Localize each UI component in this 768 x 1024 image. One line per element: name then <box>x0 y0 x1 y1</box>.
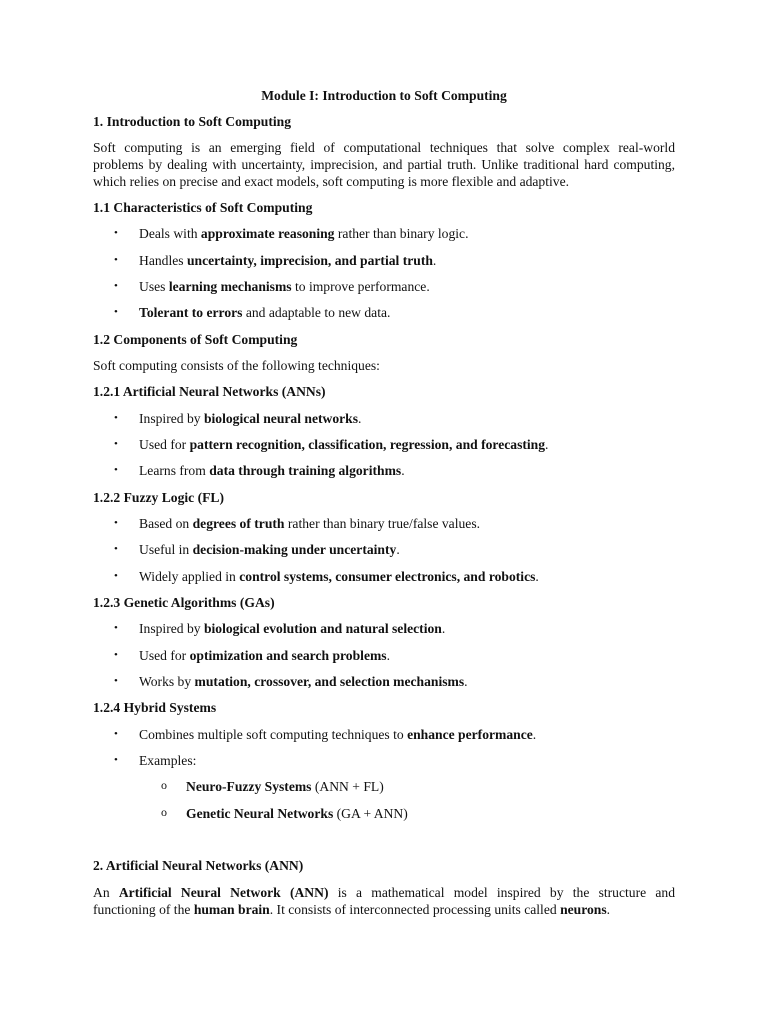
section-1-heading: 1. Introduction to Soft Computing <box>93 114 292 129</box>
section-1-2-heading: 1.2 Components of Soft Computing <box>93 332 298 347</box>
module-title: Module I: Introduction to Soft Computing <box>261 88 507 103</box>
section-1-paragraph-line-2: problems by dealing with uncertainty, imprecision, and partial truth. Unlike traditional hard computing, <box>93 157 675 172</box>
bullet-marker: • <box>114 570 118 582</box>
section-1-2-3-heading: 1.2.3 Genetic Algorithms (GAs) <box>93 595 275 610</box>
bullet-marker: • <box>114 306 118 318</box>
section-1-2-intro: Soft computing consists of the following techniques: <box>93 358 380 373</box>
bullet-marker: • <box>114 517 118 529</box>
bullet-marker: • <box>114 543 118 555</box>
section-1-1-heading: 1.1 Characteristics of Soft Computing <box>93 200 313 215</box>
section-1-2-1-heading: 1.2.1 Artificial Neural Networks (ANNs) <box>93 384 326 399</box>
sub-bullet-marker: o <box>161 778 167 792</box>
section-2-paragraph-line-2: functioning of the human brain. It consists of interconnected processing units called neurons. <box>93 902 611 917</box>
document-page: Module I: Introduction to Soft Computing 1. Introduction to Soft Computing Soft computing is an emerging field of computational techniques that solve complex real-world problems by dealing with uncertainty, imprecision, and partial truth. Unlike traditional hard computing, which relies on precise and exact models, soft computing is more flexible and adaptive. 1.1 Characteristics of Soft Computing • Deals with approximate reasoning rather than binary logic. • Handles uncertainty, imprecision, and partial truth. • Uses learning mechanisms to improve performance. • Tolerant to errors and adaptable to new data. 1.2 Components of Soft Computing Soft computing consists of the following techniques: 1.2.1 Artificial Neural Networks (ANNs) • Inspired by biological neural networks. • Used for pattern recognition, classification, regression, and forecasting. • Learns from data through training algorithms. 1.2.2 Fuzzy Logic (FL) • Based on degrees of truth rather than binary true/false values. • Useful in decision-making under uncertainty. • Widely applied in control systems, consumer electronics, and robotics. 1.2.3 Genetic Algorithms (GAs) • Inspired by biological evolution and natural selection. • Used for optimization and search problems. • Works by mutation, crossover, and selection mechanisms. 1.2.4 Hybrid Systems • Combines multiple soft computing techniques to enhance performance. • Examples: o Neuro-Fuzzy Systems (ANN + FL) o Genetic Neural Networks (GA + ANN) 2. Artificial Neural Networks (ANN) An Artificial Neural Network (ANN) is a mathematical model inspired by the structure and functioning of the human brain. It consists of interconnected processing units called neurons. <box>0 0 768 1024</box>
bullet-marker: • <box>114 280 118 292</box>
bullet-marker: • <box>114 675 118 687</box>
bullet-marker: • <box>114 622 118 634</box>
section-1-paragraph-line-1: Soft computing is an emerging field of computational techniques that solve complex real-world <box>93 140 675 155</box>
bullet-marker: • <box>114 754 118 766</box>
bullet-marker: • <box>114 464 118 476</box>
section-1-paragraph-line-3: which relies on precise and exact models, soft computing is more flexible and adaptive. <box>93 174 570 189</box>
bullet-marker: • <box>114 728 118 740</box>
bullet-marker: • <box>114 254 118 266</box>
sub-bullet-marker: o <box>161 805 167 819</box>
bullet-marker: • <box>114 438 118 450</box>
bullet-marker: • <box>114 649 118 661</box>
bullet-marker: • <box>114 412 118 424</box>
bullet-marker: • <box>114 227 118 239</box>
section-1-2-4-heading: 1.2.4 Hybrid Systems <box>93 700 217 715</box>
section-1-2-2-heading: 1.2.2 Fuzzy Logic (FL) <box>93 490 225 505</box>
section-2-paragraph-line-1: An Artificial Neural Network (ANN) is a mathematical model inspired by the structure and <box>93 885 675 900</box>
section-2-heading: 2. Artificial Neural Networks (ANN) <box>93 858 304 873</box>
